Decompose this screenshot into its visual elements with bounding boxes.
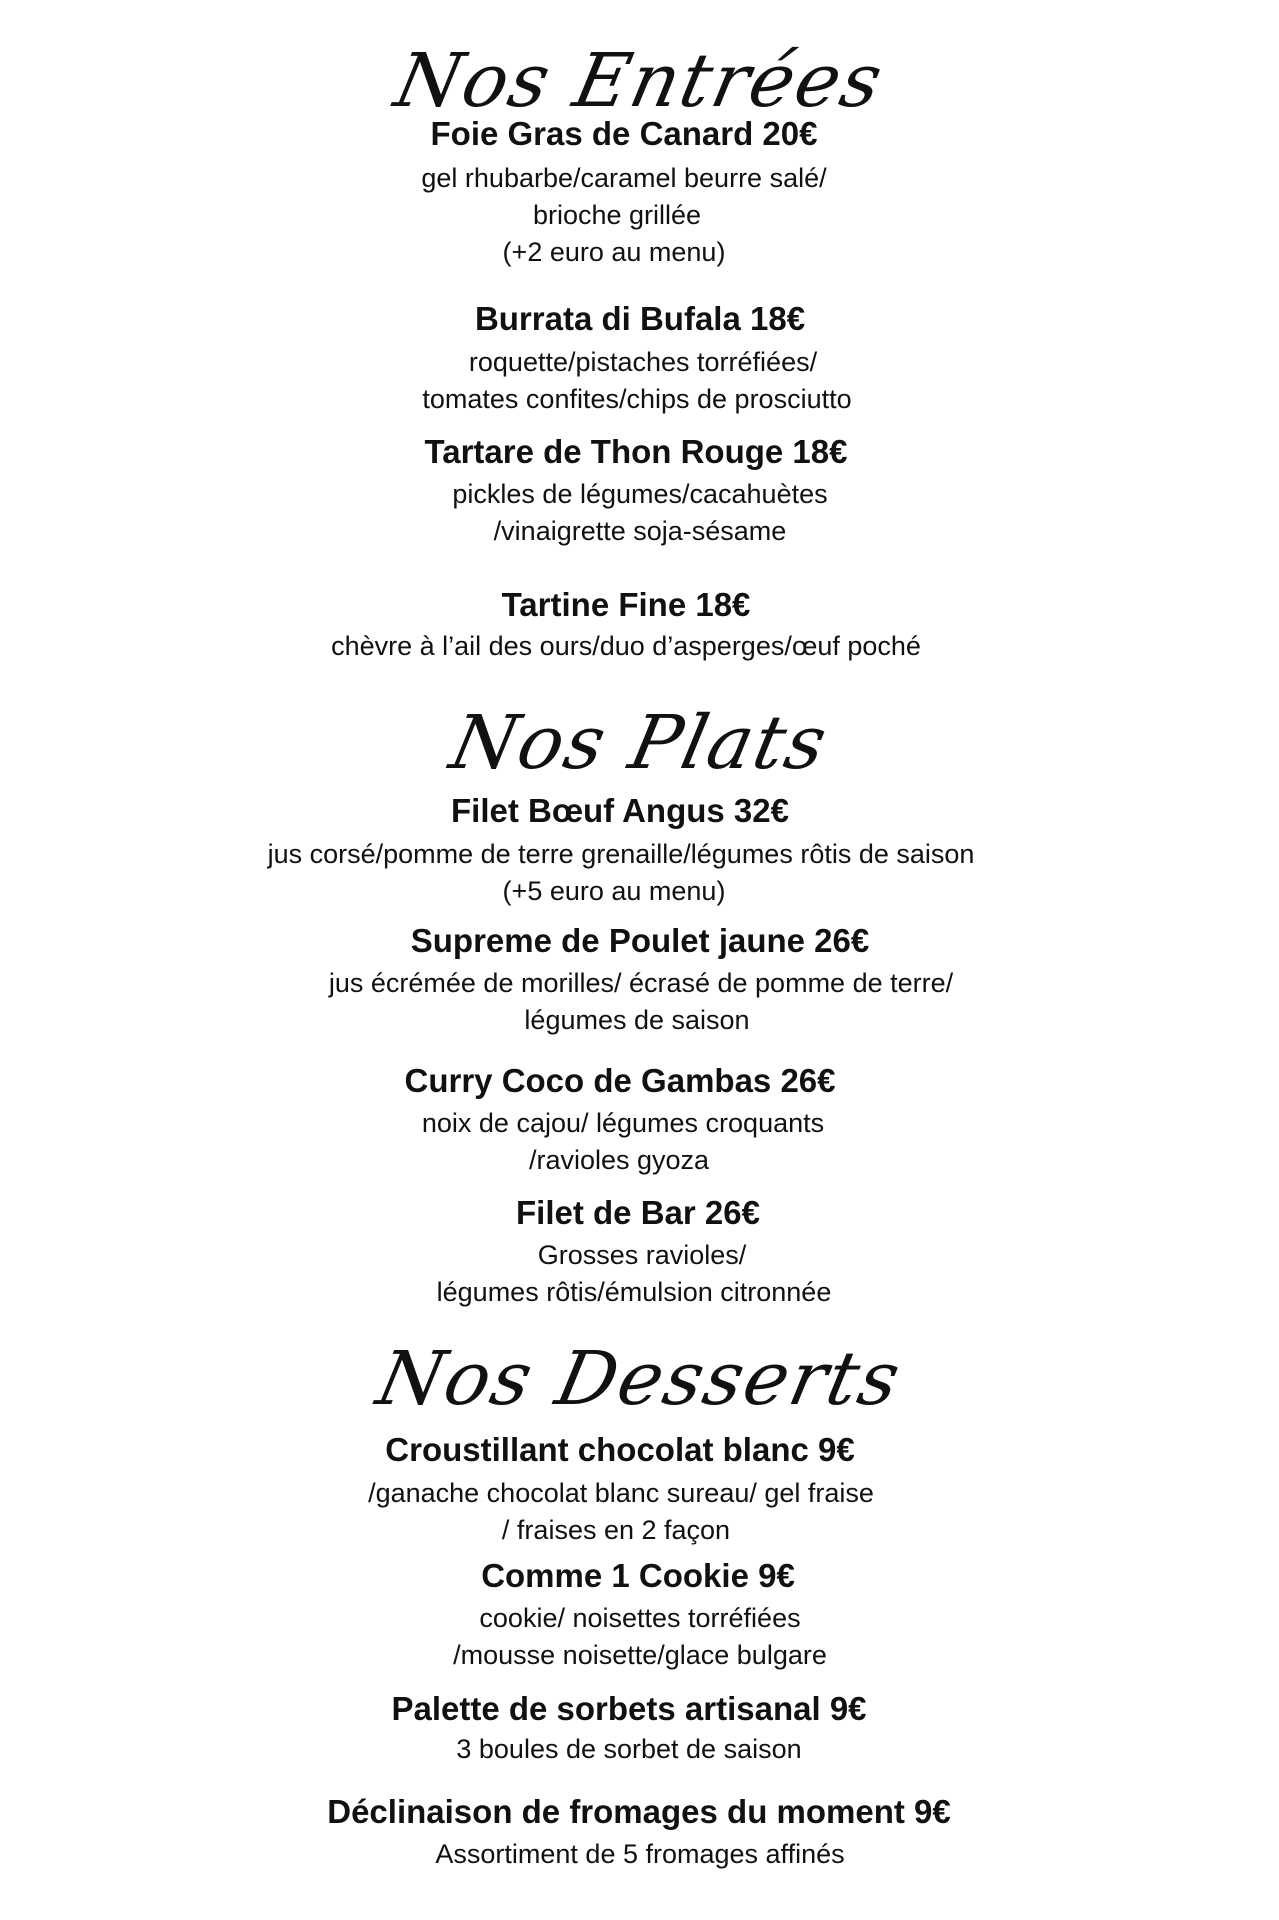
dish-name: Déclinaison de fromages du moment 9€: [327, 1793, 951, 1830]
dish-description: cookie/ noisettes torréfiées: [479, 1603, 801, 1633]
dish-description: pickles de légumes/cacahuètes: [452, 479, 828, 509]
dish-name: Palette de sorbets artisanal 9€: [391, 1690, 867, 1727]
dish-name: Filet de Bar 26€: [516, 1194, 760, 1231]
dish-description: /vinaigrette soja-sésame: [493, 516, 787, 546]
dish-name: Croustillant chocolat blanc 9€: [385, 1431, 855, 1468]
dish-description: (+5 euro au menu): [502, 876, 726, 906]
dish-name: Curry Coco de Gambas 26€: [404, 1062, 836, 1099]
dish-description: Grosses ravioles/: [537, 1240, 747, 1270]
dish-description: légumes rôtis/émulsion citronnée: [436, 1277, 832, 1307]
dish-description: (+2 euro au menu): [502, 237, 726, 267]
dish-description: tomates confites/chips de prosciutto: [422, 384, 852, 414]
dish-description: /ravioles gyoza: [528, 1145, 710, 1175]
dish-name: Burrata di Bufala 18€: [474, 300, 806, 337]
dish-description: /ganache chocolat blanc sureau/ gel fraise: [368, 1478, 874, 1508]
section-title-desserts: Nos Desserts: [369, 1336, 910, 1422]
dish-description: jus écrémée de morilles/ écrasé de pomme de terre/: [328, 968, 954, 998]
dish-description: /mousse noisette/glace bulgare: [453, 1640, 827, 1670]
dish-description: chèvre à l’ail des ours/duo d’asperges/œuf poché: [331, 631, 921, 661]
dish-name: Filet Bœuf Angus 32€: [451, 792, 789, 829]
dish-description: gel rhubarbe/caramel beurre salé/: [421, 163, 827, 193]
dish-name: Tartine Fine 18€: [501, 586, 751, 623]
dish-name: Comme 1 Cookie 9€: [481, 1557, 795, 1594]
dish-description: brioche grillée: [532, 200, 702, 230]
dish-description: Assortiment de 5 fromages affinés: [435, 1839, 845, 1869]
dish-description: 3 boules de sorbet de saison: [456, 1734, 802, 1764]
dish-name: Tartare de Thon Rouge 18€: [424, 433, 848, 470]
dish-description: jus corsé/pomme de terre grenaille/légumes rôtis de saison: [267, 839, 975, 869]
dish-description: noix de cajou/ légumes croquants: [421, 1108, 825, 1138]
section-title-entrees: Nos Entrées: [387, 38, 892, 124]
dish-description: légumes de saison: [524, 1005, 750, 1035]
dish-description: / fraises en 2 façon: [501, 1515, 731, 1545]
dish-name: Supreme de Poulet jaune 26€: [410, 922, 870, 959]
dish-description: roquette/pistaches torréfiées/: [468, 347, 818, 377]
dish-name: Foie Gras de Canard 20€: [430, 115, 818, 152]
section-title-plats: Nos Plats: [443, 700, 836, 786]
